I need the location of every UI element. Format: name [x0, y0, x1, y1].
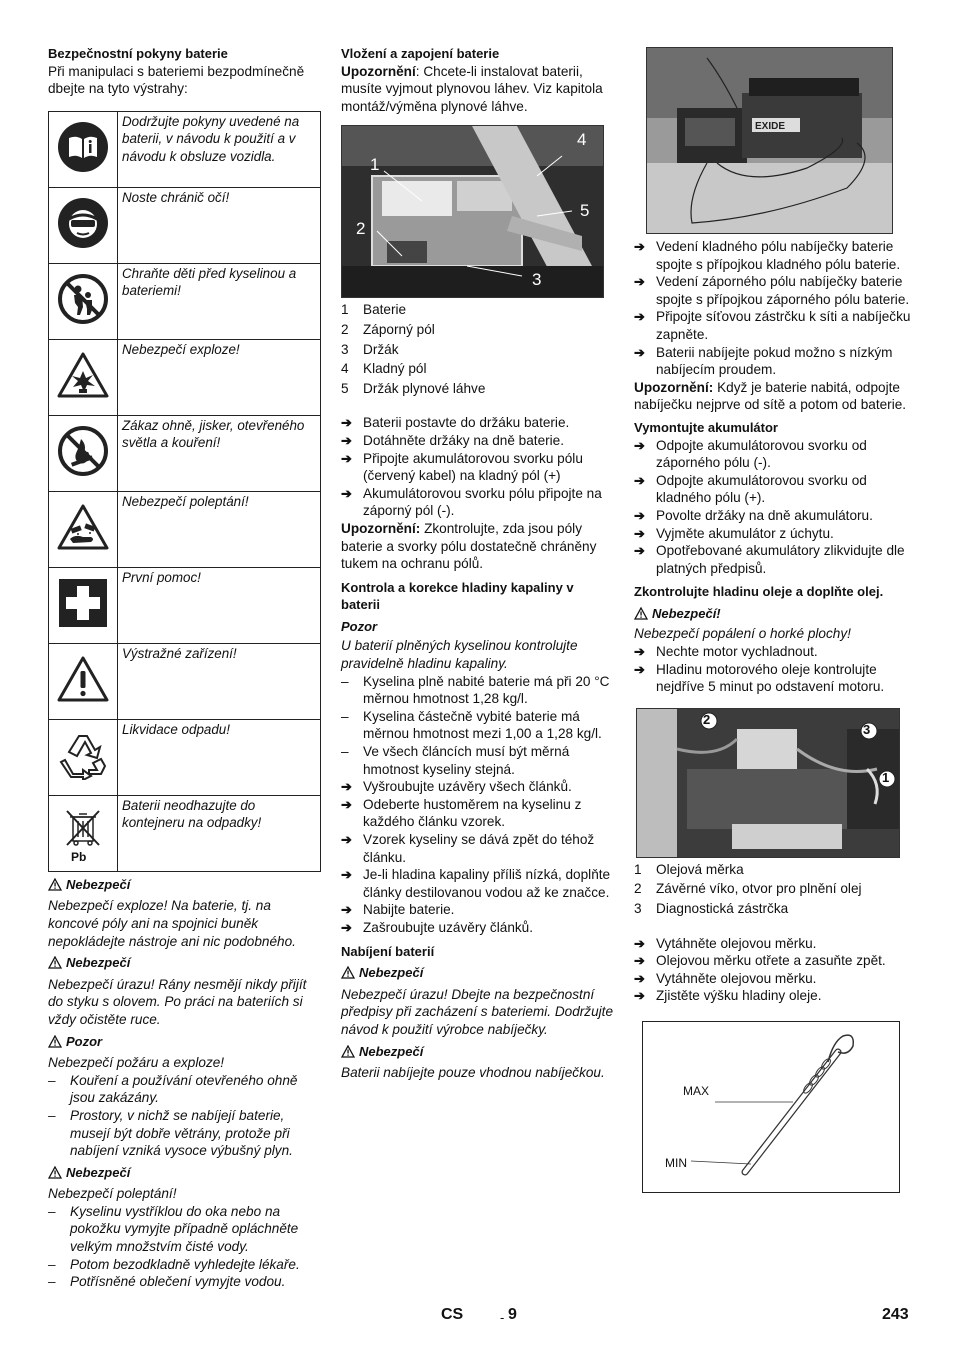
list-item: – Ve všech článcích musí být měrná hmotnost kyseliny stejná. [341, 744, 570, 777]
list-item: – Potřísněné oblečení vymyjte vodou. [48, 1274, 286, 1290]
list-item: – Kouření a používání otevřeného ohně jsou zakázány. [48, 1072, 298, 1106]
step-item: ➔ Vytáhněte olejovou měrku. [634, 935, 817, 951]
manual-icon [49, 111, 118, 187]
safety-text: Nebezpečí poleptání! [118, 491, 321, 567]
warning-text: Nebezpečí poleptání! [48, 1186, 177, 1202]
warning-triangle-icon [48, 1166, 62, 1179]
warning-triangle-icon [341, 966, 355, 979]
safety-row [49, 339, 321, 415]
column-2 [341, 45, 616, 1082]
section-heading: Zkontrolujte hladinu oleje a doplňte olej. [634, 584, 884, 600]
max-label: MAX [683, 1084, 710, 1098]
battery-install-photo [341, 125, 604, 298]
step-item: ➔ Připojte síťovou zástrčku k síti a nabíječku zapněte. [634, 309, 911, 342]
safety-text: První pomoc! [118, 567, 321, 643]
list-item: – Kyselina částečně vybité baterie má měrnou hmotnost mezi 1,00 a 1,28 kg/l. [341, 708, 602, 742]
warning-triangle-icon [49, 643, 118, 719]
step-item: ➔ Olejovou měrku otřete a zasuňte zpět. [634, 953, 886, 969]
legend-item: 2 Záporný pól [341, 321, 435, 337]
warning-text: Nebezpečí úrazu! Dbejte na bezpečnostní předpisy při zacházení s bateriemi. Dodržujte návod k použití výrobce nabíječky. [341, 986, 614, 1037]
photo-callout-2: 2 [703, 711, 711, 727]
section-heading: Vymontujte akumulátor [634, 419, 778, 435]
safety-text: Baterii neodhazujte do kontejneru na odpadky! [118, 795, 321, 871]
section-heading: Nabíjení baterií [341, 943, 435, 959]
photo-callout-3: 3 [532, 270, 542, 290]
warning-text: Baterii nabíjejte pouze vhodnou nabíječkou. [341, 1065, 605, 1081]
step-item: ➔ Odpojte akumulátorovou svorku od kladného pólu (+). [634, 472, 867, 506]
warning-text: Nebezpečí popálení o horké plochy! [634, 626, 851, 642]
step-item: ➔ Nechte motor vychladnout. [634, 644, 818, 660]
legend-item: 3 Držák [341, 341, 399, 357]
step-item: ➔ Povolte držáky na dně akumulátoru. [634, 507, 873, 523]
safety-text: Dodržujte pokyny uvedené na baterii, v návodu k použití a v návodu k obsluze vozidla. [118, 111, 321, 187]
no-fire-icon [49, 415, 118, 491]
dipstick-figure [642, 1021, 900, 1193]
warning-heading: Nebezpečí [48, 1164, 322, 1182]
caution-heading: Pozor [341, 618, 378, 634]
battery-install-image [342, 126, 603, 297]
keep-children-away-icon [49, 263, 118, 339]
step-item: ➔ Baterii nabíjejte pokud možno s nízkým nabíjecím proudem. [634, 344, 893, 378]
safety-row [49, 643, 321, 719]
legend-item: 2 Závěrné víko, otvor pro plnění olej [634, 881, 862, 897]
caution-heading: Pozor [48, 1033, 322, 1051]
section-heading: Bezpečnostní pokyny baterie [48, 46, 228, 61]
safety-text: Noste chránič očí! [118, 187, 321, 263]
engine-image [637, 709, 899, 857]
warning-triangle-icon [48, 1035, 62, 1048]
photo-legend [634, 861, 914, 918]
safety-text: Chraňte děti před kyselinou a bateriemi! [118, 263, 321, 339]
safety-row [49, 719, 321, 795]
explosion-hazard-icon [49, 339, 118, 415]
eye-protection-icon [49, 187, 118, 263]
note-paragraph: Upozornění: Když je baterie nabitá, odpojte nabíječku nejprve od sítě a potom od baterie. [634, 379, 907, 413]
intro-text: Při manipulaci s bateriemi bezpodmínečně dbejte na tyto výstrahy: [48, 63, 305, 97]
language-code: CS [441, 1306, 464, 1323]
list-item: – Prostory, v nichž se nabíjejí baterie, musejí být dobře větrány, protože při nabíjení vzniká vysoce výbušný plyn. [48, 1107, 293, 1159]
safety-row [49, 187, 321, 263]
legend-item: 3 Diagnostická zástrčka [634, 901, 789, 917]
list-item: – Kyselinu vystříklou do oka nebo na pokožku vymyjte případně opláchněte velkým množstvím čisté vody. [48, 1203, 299, 1255]
safety-row [49, 567, 321, 643]
list-item: – Potom bezodkladně vyhledejte lékaře. [48, 1256, 300, 1272]
step-item: ➔ Vytáhněte olejovou měrku. [634, 970, 817, 986]
safety-row [49, 491, 321, 567]
charger-battery-image [647, 48, 892, 233]
charger-photo [646, 47, 893, 234]
safety-text: Zákaz ohně, jisker, otevřeného světla a kouření! [118, 415, 321, 491]
safety-row [49, 263, 321, 339]
recycle-icon [49, 719, 118, 795]
step-item: ➔ Baterii postavte do držáku baterie. [341, 415, 570, 431]
step-item: ➔ Zašroubujte uzávěry článků. [341, 919, 534, 935]
engine-photo [636, 708, 900, 858]
warning-heading: Nebezpečí [341, 964, 616, 982]
photo-legend [341, 301, 616, 397]
warning-heading: Nebezpečí [48, 954, 322, 972]
step-item: ➔ Vedení kladného pólu nabíječky baterie spojte s přípojkou kladného pólu baterie. [634, 239, 901, 272]
safety-text: Nebezpečí exploze! [118, 339, 321, 415]
note-paragraph: Upozornění: Chcete-li instalovat baterii, musíte vyjmout plynovou láhev. Viz kapitola montáž/výměna plynové láhve. [341, 63, 603, 114]
warning-triangle-icon [634, 607, 648, 620]
page-dash: - [500, 1310, 505, 1325]
warning-heading: Nebezpečí [48, 876, 322, 894]
photo-callout-2: 2 [356, 219, 366, 239]
safety-row [49, 111, 321, 187]
page-number: 243 [882, 1306, 909, 1323]
photo-callout-4: 4 [577, 130, 587, 150]
no-bin-pb-icon [49, 795, 118, 871]
section-heading: Vložení a zapojení baterie [341, 46, 500, 61]
safety-table [48, 111, 321, 872]
list-item: – Kyselina plně nabité baterie má při 20 °C měrnou hmotnost 1,28 kg/l. [341, 673, 610, 707]
step-item: ➔ Akumulátorovou svorku pólu připojte na záporný pól (-). [341, 485, 602, 519]
note-paragraph: Upozornění: Zkontrolujte, zda jsou póly baterie a svorky pólu dostatečně chráněny tukem na ochranu pólů. [341, 520, 597, 572]
step-item: ➔ Je-li hladina kapaliny příliš nízká, doplňte články destilovanou vodou až ke značce. [341, 867, 611, 900]
min-label: MIN [665, 1156, 687, 1170]
step-item: ➔ Nabijte baterie. [341, 902, 455, 918]
photo-callout-1: 1 [370, 155, 380, 175]
first-aid-icon [49, 567, 118, 643]
step-item: ➔ Dotáhněte držáky na dně baterie. [341, 432, 565, 448]
photo-callout-3: 3 [863, 721, 871, 737]
caution-text: Nebezpečí požáru a exploze! [48, 1055, 225, 1071]
section-heading: Kontrola a korekce hladiny kapaliny v baterii [341, 579, 574, 613]
step-item: ➔ Odeberte hustoměrem na kyselinu z každého článku vzorek. [341, 796, 582, 830]
safety-text: Likvidace odpadu! [118, 719, 321, 795]
warning-heading: Nebezpečí [341, 1043, 616, 1061]
step-item: ➔ Opotřebované akumulátory zlikvidujte dle platných předpisů. [634, 543, 905, 576]
photo-callout-5: 5 [580, 201, 590, 221]
step-item: ➔ Vyšroubujte uzávěry všech článků. [341, 779, 572, 795]
step-item: ➔ Vyjměte akumulátor z úchytu. [634, 525, 834, 541]
section-page-number: 9 [508, 1306, 517, 1323]
warning-text: Nebezpečí úrazu! Rány nesmějí nikdy přijít do styku s olovem. Po práci na bateriích si vždy očistěte ruce. [48, 976, 307, 1027]
pb-label: Pb [71, 850, 87, 865]
step-item: ➔ Připojte akumulátorovou svorku pólu (červený kabel) na kladný pól (+) [341, 450, 583, 484]
caution-text: U baterií plněných kyselinou kontrolujte pravidelně hladinu kapaliny. [341, 638, 578, 672]
step-item: ➔ Vzorek kyseliny se dává zpět do téhož článku. [341, 832, 595, 865]
warning-heading: Nebezpečí! [634, 605, 914, 623]
warning-triangle-icon [48, 878, 62, 891]
legend-item: 5 Držák plynové láhve [341, 380, 486, 396]
warning-triangle-icon [341, 1045, 355, 1058]
warning-text: Nebezpečí exploze! Na baterie, tj. na koncové póly ani na spojnici buněk nepokládejte nástroje ani nic podobného. [48, 898, 296, 949]
warning-triangle-icon [48, 956, 62, 969]
battery-brand-label: EXIDE [755, 121, 786, 132]
step-item: ➔ Vedení záporného pólu nabíječky baterie spojte s přípojkou záporného pólu baterie. [634, 274, 910, 307]
step-item: ➔ Zjistěte výšku hladiny oleje. [634, 988, 822, 1004]
safety-row [49, 415, 321, 491]
column-1 [48, 45, 322, 1291]
column-3 [634, 45, 914, 1193]
legend-item: 1 Olejová měrka [634, 861, 744, 877]
corrosive-icon [49, 491, 118, 567]
photo-callout-1: 1 [882, 769, 890, 785]
safety-row [49, 795, 321, 871]
legend-item: 4 Kladný pól [341, 361, 427, 377]
safety-text: Výstražné zařízení! [118, 643, 321, 719]
legend-item: 1 Baterie [341, 302, 407, 318]
step-item: ➔ Odpojte akumulátorovou svorku od záporného pólu (-). [634, 437, 867, 471]
step-item: ➔ Hladinu motorového oleje kontrolujte nejdříve 5 minut po odstavení motoru. [634, 661, 885, 695]
